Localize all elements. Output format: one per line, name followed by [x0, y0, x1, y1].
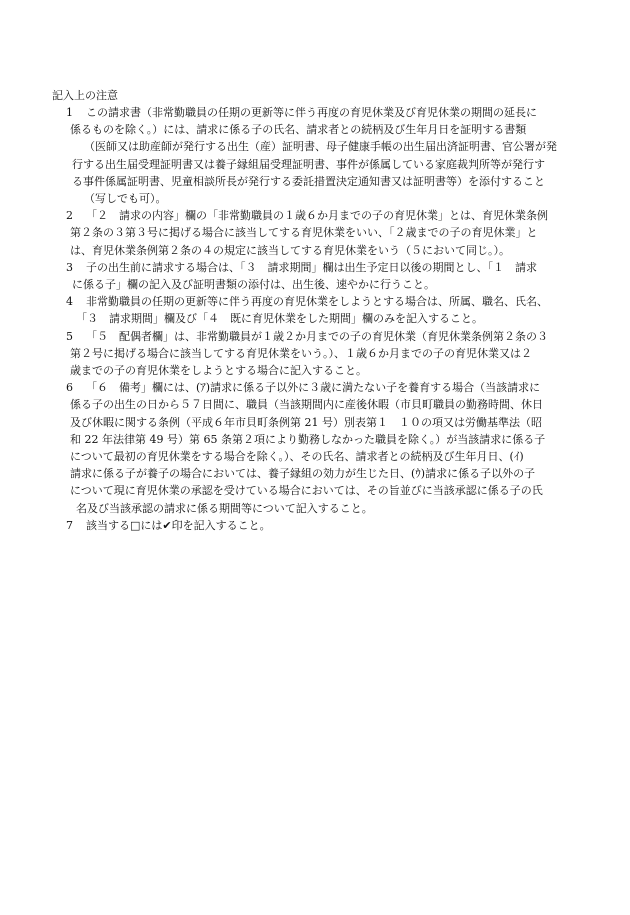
note-line: 歳までの子の育児休業をしようとする場合に記入すること。	[70, 363, 367, 377]
note-line: は、育児休業条例第２条の４の規定に該当してする育児休業をいう（５において同じ。）。	[70, 243, 510, 257]
note-number: 6	[66, 381, 73, 395]
note-line: 請求に係る子が養子の場合においては、養子縁組の効力が生じた日、(ｳ)請求に係る子以外の子	[70, 467, 536, 481]
note-line: 「６ 備考」欄には、(ｱ)請求に係る子以外に３歳に満たない子を養育する場合（当該請求に	[86, 381, 541, 395]
notes-heading: 記入上の注意	[52, 89, 118, 102]
note-line: 「３ 請求期間」欄及び「４ 既に育児休業をした期間」欄のみを記入すること。	[76, 312, 483, 326]
note-line: 行する出生届受理証明書又は養子縁組届受理証明書、事件が係属している家庭裁判所等が発行す	[72, 157, 545, 171]
note-item-6	[0, 380, 630, 518]
note-line: 「２ 請求の内容」欄の「非常勤職員の１歳６か月までの子の育児休業」とは、育児休業条例	[86, 209, 548, 223]
note-line: について現に育児休業の承認を受けている場合においては、その旨並びに当該承認に係る子の氏	[70, 484, 543, 498]
note-item-5	[0, 329, 630, 381]
note-number: 4	[66, 295, 73, 309]
note-line: （写しでも可）。	[84, 192, 167, 205]
note-line: 非常勤職員の任期の更新等に伴う再度の育児休業をしようとする場合は、所属、職名、氏名、	[86, 295, 548, 309]
note-line: に係る子」欄の記入及び証明書類の添付は、出生後、速やかに行うこと。	[72, 277, 435, 291]
note-line: （医師又は助産師が発行する出生（産）証明書、母子健康手帳の出生届出済証明書、官公署が発	[84, 140, 557, 154]
note-line: 第２条の３第３号に掲げる場合に該当してする育児休業をいい、「２歳までの子の育児休業」と	[70, 226, 538, 240]
note-line: この請求書（非常勤職員の任期の更新等に伴う再度の育児休業及び育児休業の期間の延長に	[86, 106, 537, 119]
note-line: 該当する□には✔印を記入すること。	[86, 518, 271, 532]
note-line: 子の出生前に請求する場合は、「３ 請求期間」欄は出生予定日以後の期間とし、「１ 請求	[86, 260, 537, 274]
note-item-4	[0, 294, 630, 328]
note-line: る事件係属証明書、児童相談所長が発行する委託措置決定通知書又は証明書等）を添付すること	[72, 174, 545, 188]
note-number: 3	[66, 260, 73, 274]
note-line: 第２号に掲げる場合に該当してする育児休業をいう。）、１歳６か月までの子の育児休業又は２	[70, 346, 532, 360]
note-number: 2	[66, 209, 73, 223]
note-line: 和 22 年法律第 49 号）第 65 条第２項により勤務しなかった職員を除く。）が当該請求に係る子	[70, 432, 546, 446]
note-line: 係る子の出生の日から５７日間に、職員（当該期間内に産後休暇（市貝町職員の勤務時間、休日	[70, 398, 543, 412]
note-number: 5	[66, 329, 73, 343]
note-number: 1	[66, 106, 73, 119]
note-item-1	[0, 105, 630, 208]
note-item-7	[0, 518, 630, 535]
note-item-2	[0, 208, 630, 260]
note-line: 及び休暇に関する条例（平成６年市貝町条例第 21 号）別表第１ １０の項又は労働基準法（昭	[70, 415, 542, 429]
note-line: 「５ 配偶者欄」は、非常勤職員が１歳２か月までの子の育児休業（育児休業条例第２条の３	[86, 329, 548, 343]
note-line: 名及び当該承認の請求に係る期間等について記入すること。	[76, 501, 373, 515]
note-line: について最初の育児休業をする場合を除く。）、その氏名、請求者との続柄及び生年月日、(ｲ)	[70, 449, 524, 463]
note-item-3	[0, 260, 630, 294]
note-number: 7	[66, 518, 73, 532]
note-line: 係るものを除く。）には、請求に係る子の氏名、請求者との続柄及び生年月日を証明する書類	[70, 123, 527, 137]
